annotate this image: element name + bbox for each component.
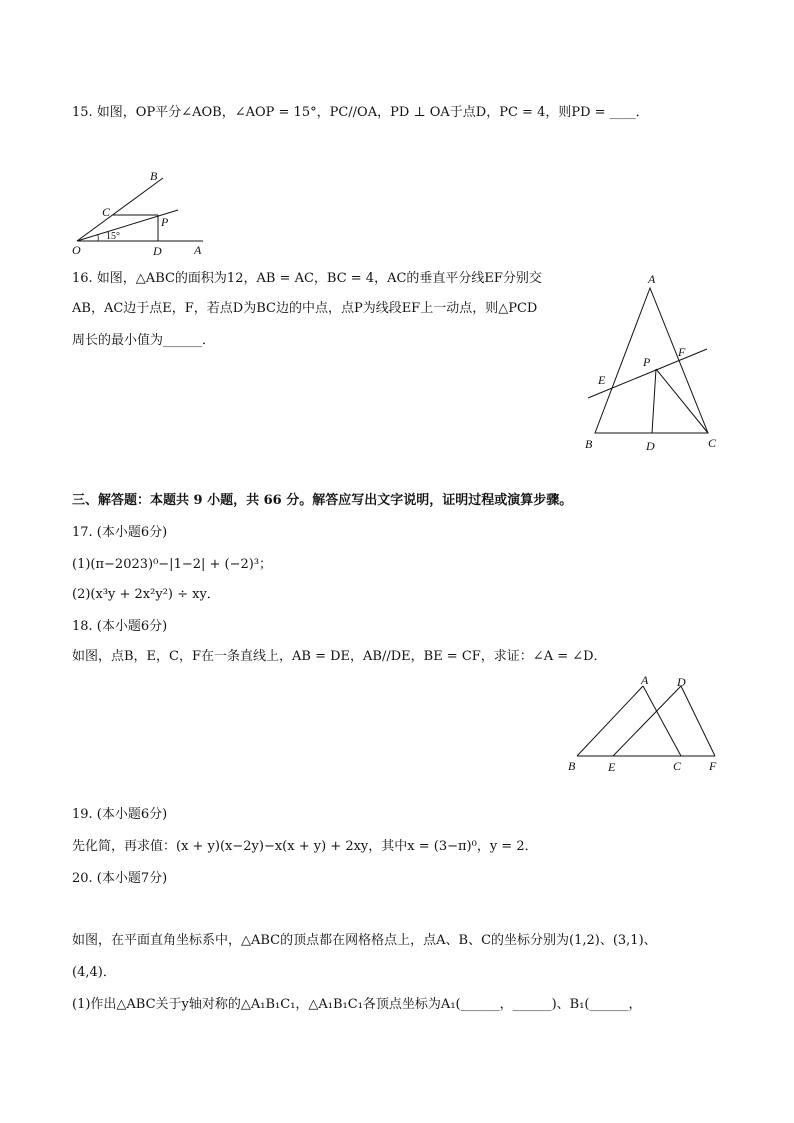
q20-line2: (4,4)．	[72, 965, 116, 980]
q16-label-E: E	[598, 373, 606, 387]
q20-line3: (1)作出△ABC关于y轴对称的△A₁B₁C₁，△A₁B₁C₁各顶点坐标为A₁(______，______)、B₁(______，	[72, 997, 642, 1012]
q16-label-P: P	[643, 355, 651, 369]
q15-label-C: C	[102, 205, 111, 219]
q20-line1: 如图，在平面直角坐标系中，△ABC的顶点都在网格格点上，点A、B、C的坐标分别为(1,2)、(3,1)、	[72, 933, 657, 948]
q16-line3: 周长的最小值为______．	[72, 333, 216, 348]
section3-header: 三、解答题：本题共 9 小题，共 66 分。解答应写出文字说明，证明过程或演算步骤。	[72, 493, 573, 508]
q17-part2: (2)(x³y + 2x²y²) ÷ xy．	[72, 587, 220, 602]
q18-label-E: E	[608, 760, 616, 774]
q18-label-C: C	[673, 759, 682, 773]
q15-label-A: A	[194, 243, 202, 257]
q15-label-P: P	[161, 215, 169, 229]
q20-title: 20. (本小题7分)	[72, 871, 168, 886]
q16-label-C: C	[708, 436, 717, 450]
q18-title: 18. (本小题6分)	[72, 619, 168, 634]
q18-figure	[565, 672, 725, 777]
q16-figure	[580, 270, 730, 455]
q18-label-F: F	[709, 759, 717, 773]
q15-text: 15. 如图，OP平分∠AOB，∠AOP = 15°，PC//OA，PD ⊥ OA于点D，PC = 4，则PD = ____．	[72, 105, 649, 120]
q15-figure	[70, 168, 210, 258]
q15-angle-label: 15°	[106, 231, 120, 242]
q15-label-O: O	[72, 243, 81, 257]
q18-label-B: B	[568, 759, 576, 773]
q19-title: 19. (本小题6分)	[72, 807, 168, 822]
q18-label-A: A	[641, 673, 649, 687]
q16-line1: 16. 如图，△ABC的面积为12，AB = AC，BC = 4，AC的垂直平分线EF分别交	[72, 271, 542, 286]
q19-text: 先化简，再求值：(x + y)(x−2y)−x(x + y) + 2xy，其中x = (3−π)⁰，y = 2．	[72, 839, 538, 854]
q18-text: 如图，点B，E，C，F在一条直线上，AB = DE，AB//DE，BE = CF，求证：∠A = ∠D．	[72, 649, 607, 664]
q16-label-A: A	[648, 272, 656, 286]
q16-label-D: D	[646, 439, 655, 453]
q16-line2: AB，AC边于点E，F，若点D为BC边的中点，点P为线段EF上一动点，则△PCD	[72, 301, 538, 316]
q17-title: 17. (本小题6分)	[72, 525, 168, 540]
q16-label-B: B	[585, 437, 593, 451]
q16-label-F: F	[678, 345, 686, 359]
q18-label-D: D	[677, 675, 686, 689]
q15-label-D: D	[153, 244, 162, 258]
q15-label-B: B	[150, 169, 158, 183]
q17-part1: (1)(π−2023)⁰−|1−2| + (−2)³；	[72, 557, 273, 572]
